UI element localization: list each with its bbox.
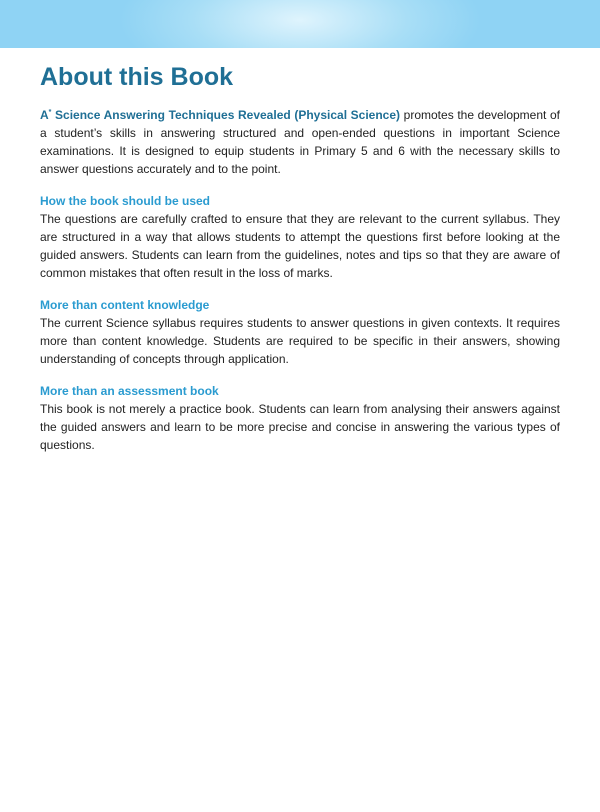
top-banner xyxy=(0,0,600,48)
section-body: The current Science syllabus requires students to answer questions in given contexts. It requires more than content knowledge. Students are required to be specific in their answers, showing understanding of concepts through application. xyxy=(40,316,560,366)
page-title: About this Book xyxy=(40,63,234,91)
section-heading: How the book should be used xyxy=(40,194,211,208)
book-title-prefix: A xyxy=(40,108,49,122)
section-body: This book is not merely a practice book. Students can learn from analysing their answers against the guided answers and learn to be more precise and concise in answering the various types of questions. xyxy=(40,402,560,452)
intro-text: promotes the development of a student’s skills in answering structured and open-ended questions in important Science examinations. It is designed to equip students in Primary 5 and 6 with the necessary skills to answer questions accurately and to the point. xyxy=(40,108,560,176)
section-content-knowledge xyxy=(40,296,560,368)
book-title-superscript: * xyxy=(48,109,52,116)
section-heading: More than content knowledge xyxy=(40,298,210,312)
page-content xyxy=(40,62,560,454)
section-assessment-book xyxy=(40,382,560,454)
section-heading: More than an assessment book xyxy=(40,384,219,398)
book-title xyxy=(40,108,400,122)
intro-paragraph xyxy=(40,106,560,178)
section-body: The questions are carefully crafted to ensure that they are relevant to the current syllabus. They are structured in a way that allows students to attempt the questions first before looking at the guided answers. Students can learn from the guidelines, notes and tips so that they are aware of common mistakes that often result in the loss of marks. xyxy=(40,212,560,280)
book-title-rest: Science Answering Techniques Revealed (Physical Science) xyxy=(51,108,401,122)
section-how-to-use xyxy=(40,192,560,282)
